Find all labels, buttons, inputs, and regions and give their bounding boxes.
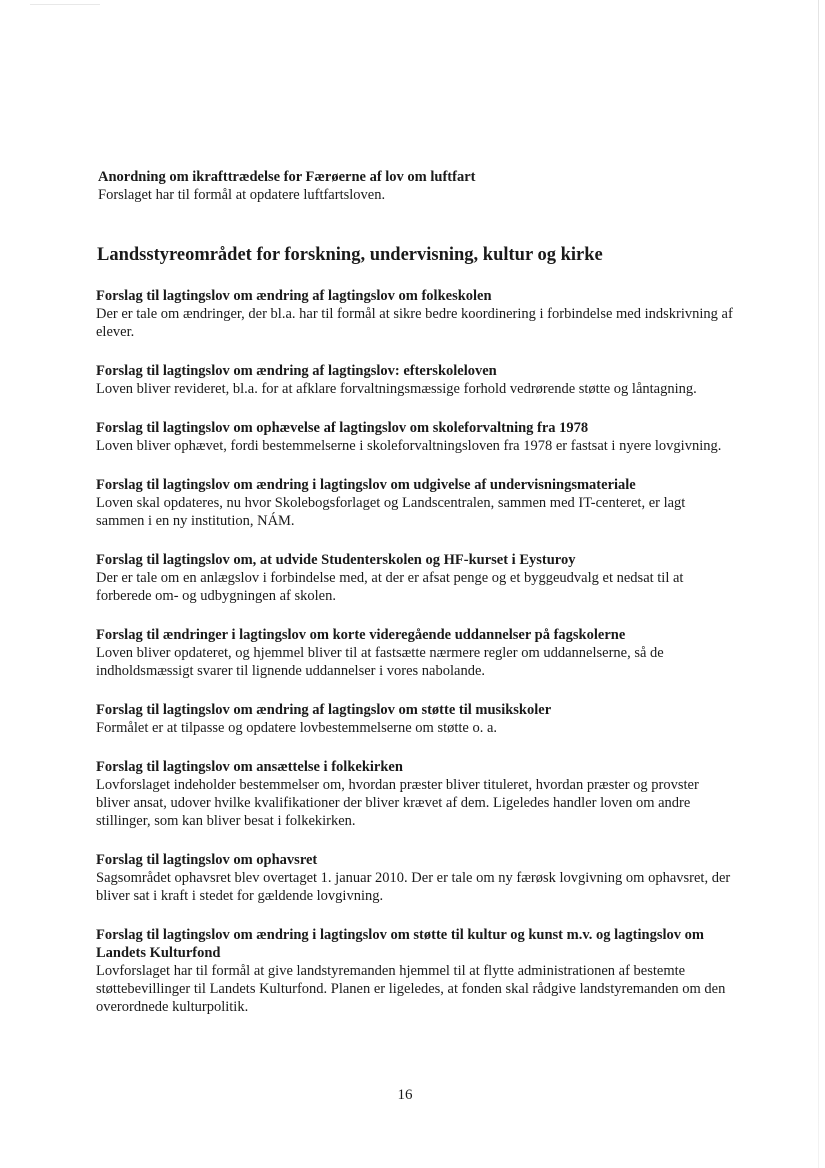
- list-item: [96, 476, 736, 530]
- list-item: [96, 551, 736, 605]
- scan-artifact: [30, 4, 100, 5]
- entry-body: Lovforslaget indeholder bestemmelser om, hvordan præster bliver tituleret, hvordan præster og provster bliver ansat, udover hvilke kvalifikationer der bliver krævet af dem. Ligeledes handler loven om andre stillinger, som kan bliver besat i folkekirken.: [96, 777, 699, 829]
- list-item: [96, 701, 736, 737]
- intro-entry: [98, 168, 738, 204]
- list-item: [96, 851, 736, 905]
- entry-body: Loven bliver revideret, bl.a. for at afklare forvaltningsmæssige forhold vedrørende støtte og låntagning.: [96, 381, 697, 397]
- entry-title: Forslag til lagtingslov om ansættelse i folkekirken: [96, 759, 403, 775]
- list-item: [96, 287, 736, 341]
- entry-body: Loven bliver opdateret, og hjemmel bliver til at fastsætte nærmere regler om uddannelserne, så de indholdsmæssigt svarer til lignende uddannelser i vores nabolande.: [96, 645, 664, 679]
- entry-body: Formålet er at tilpasse og opdatere lovbestemmelserne om støtte o. a.: [96, 720, 498, 736]
- entry-title: Forslag til lagtingslov om ændring af lagtingslov om støtte til musikskoler: [96, 702, 552, 718]
- entry-title: Forslag til lagtingslov om ophævelse af lagtingslov om skoleforvaltning fra 1978: [96, 420, 589, 436]
- entry-title: Forslag til lagtingslov om ændring i lagtingslov om støtte til kultur og kunst m.v. og lagtingslov om Landets Kulturfond: [96, 927, 704, 961]
- scan-edge: [818, 0, 819, 1168]
- list-item: [96, 626, 736, 680]
- entry-body: Lovforslaget har til formål at give landstyremanden hjemmel til at flytte administrationen af bestemte støttebevillinger til Landets Kulturfond. Planen er ligeledes, at fonden skal rådgive landstyremanden om den overordnede kulturpolitik.: [96, 963, 726, 1015]
- entry-body: Der er tale om en anlægslov i forbindelse med, at der er afsat penge og et byggeudvalg et nedsat til at forberede om- og udbygningen af skolen.: [96, 570, 684, 604]
- entry-title: Forslag til lagtingslov om ophavsret: [96, 852, 318, 868]
- entry-body: Der er tale om ændringer, der bl.a. har til formål at sikre bedre koordinering i forbindelse med indskrivning af elever.: [96, 306, 733, 340]
- list-item: [96, 419, 736, 455]
- entry-list: [96, 287, 736, 1037]
- entry-title: Forslag til lagtingslov om ændring af lagtingslov: efterskoleloven: [96, 363, 497, 379]
- list-item: [96, 758, 736, 830]
- section-heading: Landsstyreområdet for forskning, undervisning, kultur og kirke: [97, 245, 603, 265]
- entry-body: Loven bliver ophævet, fordi bestemmelserne i skoleforvaltningsloven fra 1978 er fastsat i nyere lovgivning.: [96, 438, 722, 454]
- list-item: [96, 926, 736, 1016]
- page-number: 16: [397, 1087, 413, 1103]
- list-item: [96, 362, 736, 398]
- entry-body: Sagsområdet ophavsret blev overtaget 1. januar 2010. Der er tale om ny færøsk lovgivning om ophavsret, der bliver sat i kraft i stedet for gældende lovgivning.: [96, 870, 731, 904]
- entry-title: Forslag til lagtingslov om ændring af lagtingslov om folkeskolen: [96, 288, 492, 304]
- entry-title: Forslag til ændringer i lagtingslov om korte videregående uddannelser på fagskolerne: [96, 627, 626, 643]
- intro-entry-body: Forslaget har til formål at opdatere luftfartsloven.: [98, 187, 386, 203]
- entry-title: Forslag til lagtingslov om, at udvide Studenterskolen og HF-kurset i Eysturoy: [96, 552, 576, 568]
- entry-title: Forslag til lagtingslov om ændring i lagtingslov om udgivelse af undervisningsmateriale: [96, 477, 636, 493]
- intro-entry-title: Anordning om ikrafttrædelse for Færøerne af lov om luftfart: [98, 169, 476, 185]
- entry-body: Loven skal opdateres, nu hvor Skolebogsforlaget og Landscentralen, sammen med IT-centeret, er lagt sammen i en ny institution, NÁM.: [96, 495, 686, 529]
